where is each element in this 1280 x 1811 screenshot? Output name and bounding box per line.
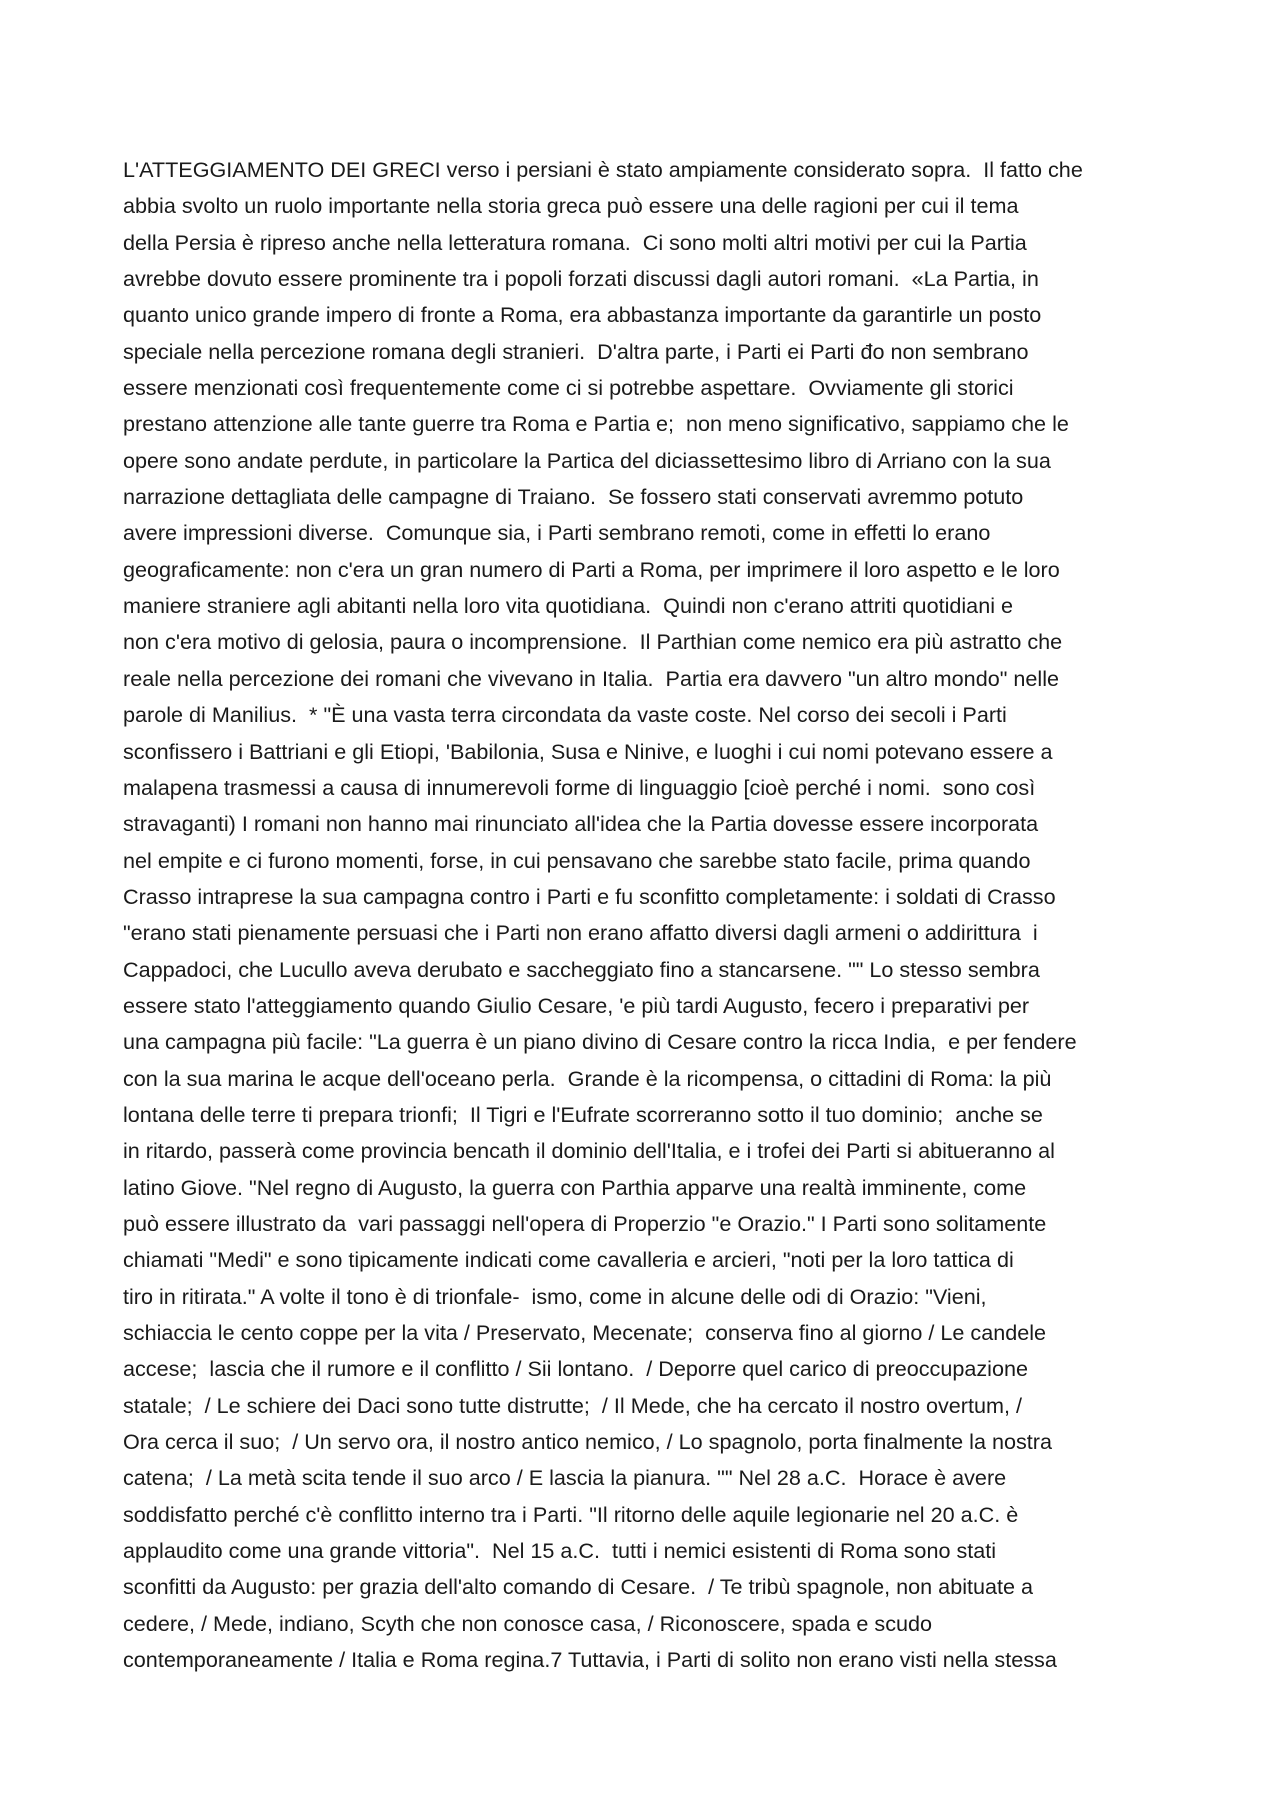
text-line: contemporaneamente / Italia e Roma regina.7 Tuttavia, i Parti di solito non erano visti nella stessa	[123, 1647, 1057, 1673]
text-line: L'ATTEGGIAMENTO DEI GRECI verso i persiani è stato ampiamente considerato sopra. Il fatto che	[123, 157, 1083, 182]
text-line: Cappadoci, che Lucullo aveva derubato e saccheggiato fino a stancarsene. "" Lo stesso sembra	[123, 956, 1040, 982]
text-line: catena; / La metà scita tende il suo arco / E lascia la pianura. "" Nel 28 a.C. Horace è avere	[123, 1465, 1007, 1491]
text-line: malapena trasmessi a causa di innumerevoli forme di linguaggio [cioè perché i nomi. sono così	[123, 774, 1036, 800]
text-line: opere sono andate perdute, in particolare la Partica del diciassettesimo libro di Arriano con la sua	[123, 447, 1051, 473]
text-line: non c'era motivo di gelosia, paura o incomprensione. Il Parthian come nemico era più astratto che	[123, 629, 1063, 655]
text-line: avrebbe dovuto essere prominente tra i popoli forzati discussi dagli autori romani. «La Partia, in	[123, 266, 1039, 292]
text-line: prestano attenzione alle tante guerre tra Roma e Partia e; non meno significativo, sappiamo che le	[123, 411, 1069, 437]
text-line: in ritardo, passerà come provincia bencath il dominio dell'Italia, e i trofei dei Parti si abitueranno al	[123, 1138, 1055, 1164]
text-line: lontana delle terre ti prepara trionfi; Il Tigri e l'Eufrate scorreranno sotto il tuo dominio; anche se	[123, 1101, 1043, 1127]
text-line: cedere, / Mede, indiano, Scyth che non conosce casa, / Riconoscere, spada e scudo	[123, 1610, 933, 1636]
text-line: parole di Manilius. * "È una vasta terra circondata da vaste coste. Nel corso dei secoli i Parti	[123, 702, 1007, 728]
text-line: reale nella percezione dei romani che vivevano in Italia. Partia era davvero "un altro mondo" nelle	[123, 665, 1059, 691]
text-line: chiamati "Medi" e sono tipicamente indicati come cavalleria e arcieri, "noti per la loro tattica di	[123, 1247, 1014, 1273]
text-line: applaudito come una grande vittoria". Nel 15 a.C. tutti i nemici esistenti di Roma sono stati	[123, 1538, 997, 1564]
text-line: sconfitti da Augusto: per grazia dell'alto comando di Cesare. / Te tribù spagnole, non abituate a	[123, 1574, 1034, 1600]
text-line: latino Giove. "Nel regno di Augusto, la guerra con Parthia apparve una realtà imminente, come	[123, 1174, 1027, 1200]
text-line: può essere illustrato da vari passaggi nell'opera di Properzio "e Orazio." I Parti sono solitamente	[123, 1210, 1047, 1236]
text-line: maniere straniere agli abitanti nella loro vita quotidiana. Quindi non c'erano attriti quotidiani e	[123, 593, 1014, 619]
text-line: speciale nella percezione romana degli stranieri. D'altra parte, i Parti ei Parti đo non sembrano	[123, 338, 1029, 364]
text-line: abbia svolto un ruolo importante nella storia greca può essere una delle ragioni per cui il tema	[123, 193, 1019, 219]
text-line: quanto unico grande impero di fronte a Roma, era abbastanza importante da garantirle un posto	[123, 302, 1042, 328]
text-line: con la sua marina le acque dell'oceano perla. Grande è la ricompensa, o cittadini di Roma: la più	[123, 1065, 1052, 1091]
text-line: soddisfatto perché c'è conflitto interno tra i Parti. "Il ritorno delle aquile legionarie nel 20 a.C. è	[123, 1501, 1019, 1527]
text-line: sconfissero i Battriani e gli Etiopi, 'Babilonia, Susa e Ninive, e luoghi i cui nomi potevano essere a	[123, 738, 1053, 764]
text-line: nel empite e ci furono momenti, forse, in cui pensavano che sarebbe stato facile, prima quando	[123, 847, 1031, 873]
text-line: una campagna più facile: "La guerra è un piano divino di Cesare contro la ricca India, e per fendere	[123, 1029, 1077, 1055]
text-line: narrazione dettagliata delle campagne di Traiano. Se fossero stati conservati avremmo potuto	[123, 484, 1024, 510]
text-line: statale; / Le schiere dei Daci sono tutte distrutte; / Il Mede, che ha cercato il nostro overtum, /	[123, 1392, 1022, 1418]
body-text	[123, 152, 1163, 1678]
text-line: della Persia è ripreso anche nella letteratura romana. Ci sono molti altri motivi per cui la Partia	[123, 229, 1027, 255]
text-line: avere impressioni diverse. Comunque sia, i Parti sembrano remoti, come in effetti lo erano	[123, 520, 991, 546]
text-line: accese; lascia che il rumore e il conflitto / Sii lontano. / Deporre quel carico di preoccupazione	[123, 1356, 1028, 1382]
text-line: Crasso intraprese la sua campagna contro i Parti e fu sconfitto completamente: i soldati di Crasso	[123, 883, 1056, 909]
text-line: tiro in ritirata." A volte il tono è di trionfale- ismo, come in alcune delle odi di Orazio: "Vieni,	[123, 1283, 987, 1309]
text-line: geograficamente: non c'era un gran numero di Parti a Roma, per imprimere il loro aspetto e le loro	[123, 556, 1060, 582]
text-line: stravaganti) I romani non hanno mai rinunciato all'idea che la Partia dovesse essere incorporata	[123, 811, 1039, 837]
text-line: Ora cerca il suo; / Un servo ora, il nostro antico nemico, / Lo spagnolo, porta finalmente la nostra	[123, 1429, 1052, 1455]
text-line: "erano stati pienamente persuasi che i Parti non erano affatto diversi dagli armeni o addirittura i	[123, 920, 1038, 946]
text-line: essere stato l'atteggiamento quando Giulio Cesare, 'e più tardi Augusto, fecero i preparativi per	[123, 992, 1030, 1018]
text-line: essere menzionati così frequentemente come ci si potrebbe aspettare. Ovviamente gli storici	[123, 375, 1014, 401]
text-line: schiaccia le cento coppe per la vita / Preservato, Mecenate; conserva fino al giorno / Le candele	[123, 1320, 1047, 1345]
